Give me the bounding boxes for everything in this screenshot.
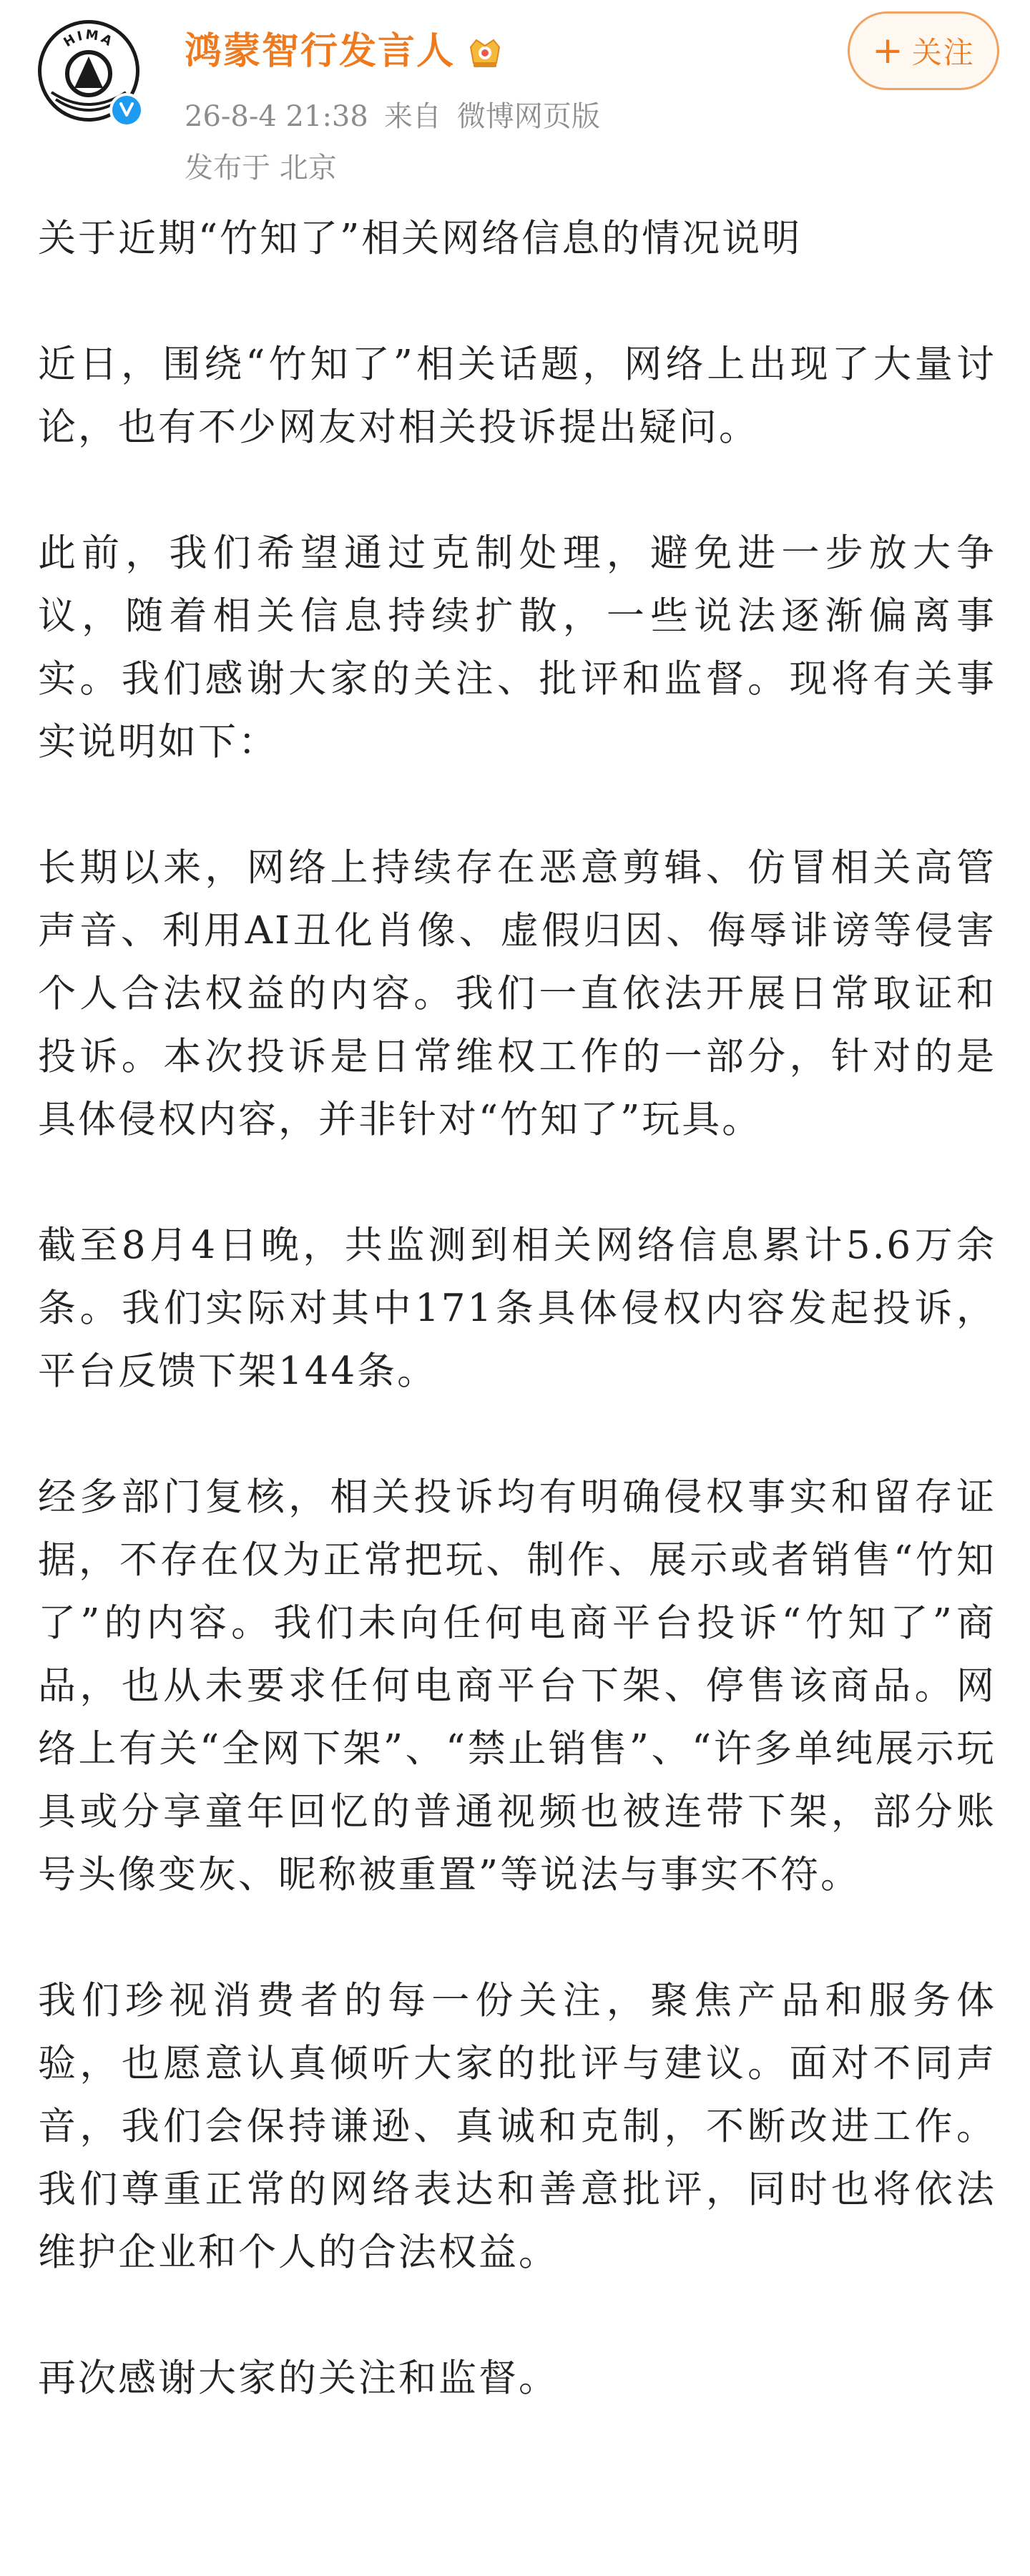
post-location: 发布于 北京 xyxy=(185,152,337,185)
post-paragraph: 截至8月4日晚，共监测到相关网络信息累计5.6万余条。我们实际对其中171条具体侵权内容发起投诉，平台反馈下架144条。 xyxy=(38,1224,996,1393)
post-paragraph: 此前，我们希望通过克制处理，避免进一步放大争议，随着相关信息持续扩散，一些说法逐渐偏离事实。我们感谢大家的关注、批评和监督。现将有关事实说明如下： xyxy=(38,531,996,764)
source-prefix: 来自 xyxy=(383,100,441,133)
crown-vip-icon[interactable] xyxy=(465,31,505,72)
follow-button-label: 关注 xyxy=(911,35,975,70)
avatar[interactable] xyxy=(38,20,145,127)
user-name-row xyxy=(185,29,505,74)
post-time[interactable]: 26-8-4 21:38 xyxy=(185,100,368,133)
follow-button[interactable] xyxy=(848,11,999,90)
post-paragraph: 经多部门复核，相关投诉均有明确侵权事实和留存证据，不存在仅为正常把玩、制作、展示或者销售“竹知了”的内容。我们未向任何电商平台投诉“竹知了”商品，也从未要求任何电商平台下架、停售该商品。网络上有关“全网下架”、“禁止销售”、“许多单纯展示玩具或分享童年回忆的普通视频也被连带下架，部分账号头像变灰、昵称被重置”等说法与事实不符。 xyxy=(38,1475,996,1897)
plus-icon: + xyxy=(872,29,903,72)
post-paragraph: 长期以来，网络上持续存在恶意剪辑、仿冒相关高管声音、利用AI丑化肖像、虚假归因、侮辱诽谤等侵害个人合法权益的内容。我们一直依法开展日常取证和投诉。本次投诉是日常维权工作的一部分，针对的是具体侵权内容，并非针对“竹知了”玩具。 xyxy=(38,846,996,1141)
post-paragraph: 我们珍视消费者的每一份关注，聚焦产品和服务体验，也愿意认真倾听大家的批评与建议。面对不同声音，我们会保持谦逊、真诚和克制，不断改进工作。我们尊重正常的网络表达和善意批评，同时也将依法维护企业和个人的合法权益。 xyxy=(38,1979,996,2274)
post-paragraph: 再次感谢大家的关注和监督。 xyxy=(38,2356,559,2400)
post-source: 微博网页版 xyxy=(456,100,600,133)
post-paragraph: 近日，围绕“竹知了”相关话题，网络上出现了大量讨论，也有不少网友对相关投诉提出疑问。 xyxy=(38,343,996,449)
post-content xyxy=(38,207,996,2473)
post-meta xyxy=(185,99,600,134)
verified-badge-icon xyxy=(109,93,144,127)
post-title: 关于近期“竹知了”相关网络信息的情况说明 xyxy=(38,217,803,260)
logo-text: HIMA xyxy=(61,27,117,51)
user-name[interactable]: 鸿蒙智行发言人 xyxy=(185,29,456,73)
post-header xyxy=(0,0,1030,200)
